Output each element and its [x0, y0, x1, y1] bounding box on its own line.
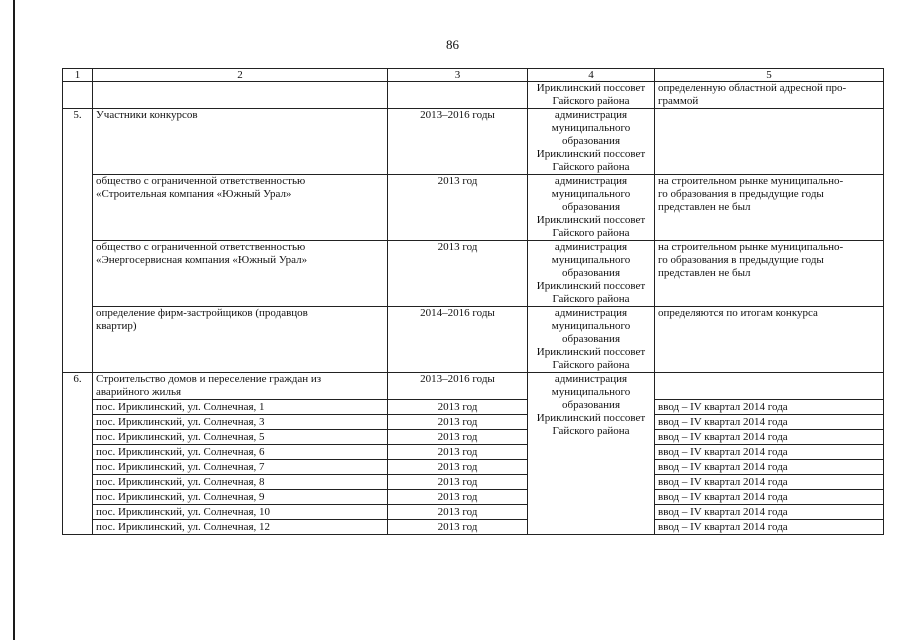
number-cell — [63, 82, 93, 109]
cell-line: Гайского района — [552, 161, 630, 173]
house-note: ввод – IV квартал 2014 года — [655, 475, 884, 490]
note-cell — [655, 109, 884, 175]
cell-line: на строительном рынке муниципально- — [658, 175, 844, 187]
house-row — [63, 400, 884, 415]
description-cell — [93, 82, 388, 109]
header-cell: 2 — [93, 69, 388, 82]
house-note: ввод – IV квартал 2014 года — [655, 460, 884, 475]
house-year: 2013 год — [388, 430, 528, 445]
cell-line: на строительном рынке муниципально- — [658, 241, 844, 253]
section-title — [93, 373, 388, 400]
cell-line: Ириклинский поссовет — [536, 214, 646, 226]
house-address: пос. Ириклинский, ул. Солнечная, 3 — [93, 415, 388, 430]
executor-cell — [528, 307, 655, 373]
cell-line: определение фирм-застройщиков (продавцов — [96, 307, 308, 319]
cell-line: Ириклинский поссовет — [536, 82, 646, 94]
page-edge-rule — [13, 0, 15, 640]
header-cell: 3 — [388, 69, 528, 82]
section-title: Участники конкурсов — [93, 109, 388, 175]
house-row — [63, 430, 884, 445]
house-row — [63, 445, 884, 460]
house-year: 2013 год — [388, 460, 528, 475]
cell-line: Ириклинский поссовет — [536, 346, 646, 358]
house-note: ввод – IV квартал 2014 года — [655, 400, 884, 415]
cell-line: муниципального — [551, 320, 631, 332]
header-cell: 1 — [63, 69, 93, 82]
cell-line: образования — [561, 135, 621, 147]
cell-line: Ириклинский поссовет — [536, 280, 646, 292]
cell-line: администрация — [554, 241, 628, 253]
cell-line: го образования в предыдущие годы — [658, 188, 824, 200]
header-row — [63, 69, 884, 82]
house-note: ввод – IV квартал 2014 года — [655, 415, 884, 430]
cell-line: «Энергосервисная компания «Южный Урал» — [96, 254, 308, 266]
executor-cell — [528, 241, 655, 307]
continuation-row — [63, 82, 884, 109]
cell-line: образования — [561, 201, 621, 213]
cell-line: квартир) — [96, 320, 137, 332]
description-cell — [93, 241, 388, 307]
cell-line: Строительство домов и переселение граждан из — [96, 373, 322, 385]
period-cell: 2013 год — [388, 241, 528, 307]
period-cell: 2013–2016 годы — [388, 373, 528, 400]
house-address: пос. Ириклинский, ул. Солнечная, 5 — [93, 430, 388, 445]
house-year: 2013 год — [388, 445, 528, 460]
house-note: ввод – IV квартал 2014 года — [655, 430, 884, 445]
house-row — [63, 460, 884, 475]
section-number: 6. — [63, 373, 93, 535]
house-note: ввод – IV квартал 2014 года — [655, 490, 884, 505]
house-year: 2013 год — [388, 505, 528, 520]
house-note: ввод – IV квартал 2014 года — [655, 505, 884, 520]
cell-line: муниципального — [551, 386, 631, 398]
section-5-row — [63, 109, 884, 175]
house-note: ввод – IV квартал 2014 года — [655, 520, 884, 535]
participant-row — [63, 241, 884, 307]
cell-line: Ириклинский поссовет — [536, 412, 646, 424]
house-address: пос. Ириклинский, ул. Солнечная, 10 — [93, 505, 388, 520]
cell-line: общество с ограниченной ответственностью — [96, 175, 306, 187]
period-cell: 2013–2016 годы — [388, 109, 528, 175]
cell-line: «Строительная компания «Южный Урал» — [96, 188, 292, 200]
cell-line: Ириклинский поссовет — [536, 148, 646, 160]
house-year: 2013 год — [388, 400, 528, 415]
section-6-row — [63, 373, 884, 400]
house-address: пос. Ириклинский, ул. Солнечная, 9 — [93, 490, 388, 505]
header-cell: 5 — [655, 69, 884, 82]
cell-line: аварийного жилья — [96, 386, 182, 398]
cell-line: представлен не был — [658, 201, 751, 213]
executor-cell — [528, 373, 655, 535]
cell-line: определенную областной адресной про- — [658, 82, 847, 94]
header-cell: 4 — [528, 69, 655, 82]
cell-line: образования — [561, 267, 621, 279]
executor-cell — [528, 175, 655, 241]
house-address: пос. Ириклинский, ул. Солнечная, 1 — [93, 400, 388, 415]
cell-line: администрация — [554, 175, 628, 187]
period-cell: 2014–2016 годы — [388, 307, 528, 373]
cell-line: Гайского района — [552, 227, 630, 239]
house-year: 2013 год — [388, 520, 528, 535]
cell-line: муниципального — [551, 254, 631, 266]
cell-line: администрация — [554, 109, 628, 121]
description-cell — [93, 307, 388, 373]
description-cell — [93, 175, 388, 241]
period-cell: 2013 год — [388, 175, 528, 241]
house-year: 2013 год — [388, 415, 528, 430]
note-cell — [655, 175, 884, 241]
house-row — [63, 475, 884, 490]
cell-line: граммой — [658, 95, 699, 107]
cell-line: муниципального — [551, 122, 631, 134]
cell-line: общество с ограниченной ответственностью — [96, 241, 306, 253]
cell-line: Гайского района — [552, 359, 630, 371]
participant-row — [63, 307, 884, 373]
house-address: пос. Ириклинский, ул. Солнечная, 6 — [93, 445, 388, 460]
program-table — [62, 68, 884, 535]
executor-cell — [528, 82, 655, 109]
page-number: 86 — [446, 37, 459, 52]
cell-line: представлен не был — [658, 267, 751, 279]
house-row — [63, 415, 884, 430]
cell-line: Гайского района — [552, 95, 630, 107]
house-address: пос. Ириклинский, ул. Солнечная, 12 — [93, 520, 388, 535]
note-cell — [655, 241, 884, 307]
house-row — [63, 490, 884, 505]
cell-line: го образования в предыдущие годы — [658, 254, 824, 266]
house-address: пос. Ириклинский, ул. Солнечная, 7 — [93, 460, 388, 475]
house-row — [63, 505, 884, 520]
note-cell: определяются по итогам конкурса — [655, 307, 884, 373]
cell-line: Гайского района — [552, 293, 630, 305]
cell-line: образования — [561, 333, 621, 345]
cell-line: администрация — [554, 307, 628, 319]
participant-row — [63, 175, 884, 241]
house-year: 2013 год — [388, 475, 528, 490]
note-cell — [655, 82, 884, 109]
note-cell — [655, 373, 884, 400]
house-row — [63, 520, 884, 535]
period-cell — [388, 82, 528, 109]
section-number: 5. — [63, 109, 93, 373]
cell-line: Гайского района — [552, 425, 630, 437]
house-address: пос. Ириклинский, ул. Солнечная, 8 — [93, 475, 388, 490]
executor-cell — [528, 109, 655, 175]
house-year: 2013 год — [388, 490, 528, 505]
cell-line: муниципального — [551, 188, 631, 200]
cell-line: образования — [561, 399, 621, 411]
house-note: ввод – IV квартал 2014 года — [655, 445, 884, 460]
cell-line: администрация — [554, 373, 628, 385]
